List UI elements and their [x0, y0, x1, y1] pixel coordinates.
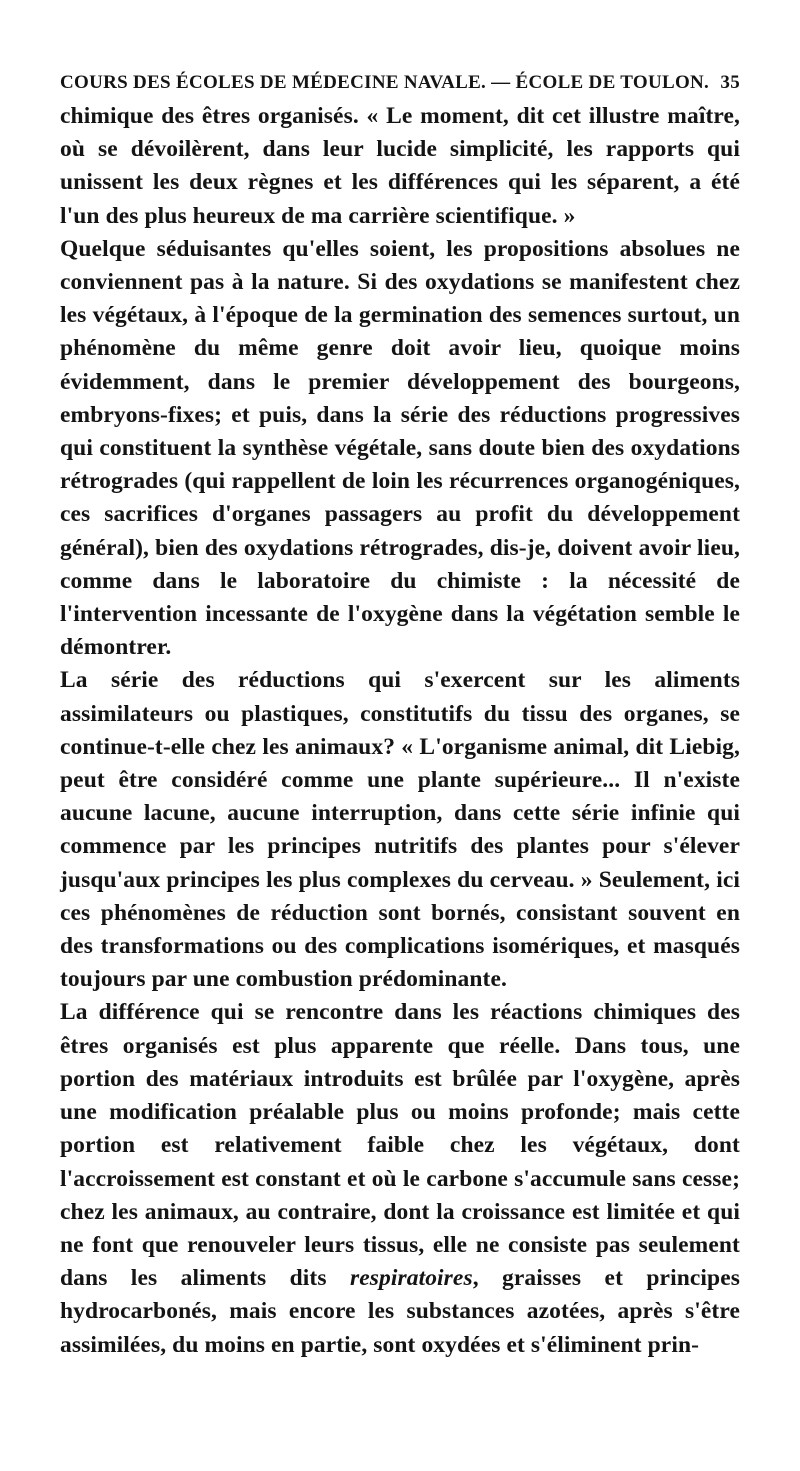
- italic-term: respiratoires: [349, 1265, 473, 1292]
- body-text: [60, 100, 740, 1362]
- paragraph-2: Quelque séduisantes qu'elles soient, les propositions absolues ne conviennent pas à la nature. Si des oxydations se manifestent chez les végétaux, à l'époque de la germination des semences surtout, un phénomène du même genre doit avoir lieu, quoique moins évidemment, dans le premier développement des bourgeons, embryons-fixes; et puis, dans la série des réductions progressives qui constituent la synthèse végétale, sans doute bien des oxydations rétrogrades (qui rappellent de loin les récurrences organogéniques, ces sacrifices d'organes passagers au profit du développement général), bien des oxydations rétrogrades, dis-je, doivent avoir lieu, comme dans le laboratoire du chimiste : la nécessité de l'intervention incessante de l'oxygène dans la végétation semble le démontrer.: [60, 235, 740, 661]
- paragraph-4: [60, 996, 740, 1361]
- book-page: [60, 72, 740, 1362]
- paragraph-1: chimique des êtres organisés. « Le moment, dit cet illustre maître, où se dévoilèrent, dans leur lucide simplicité, les rapports qui unissent les deux règnes et les différences qui les séparent, a été l'un des plus heureux de ma carrière scientifique. »: [60, 103, 740, 229]
- paragraph-4-text: La différence qui se rencontre dans les réactions chimiques des êtres organisés est plus apparente que réelle. Dans tous, une portion des matériaux introduits est brûlée par l'oxygène, après une modification préalable plus ou moins profonde; mais cette portion est relativement faible chez les végétaux, dont l'accroissement est constant et où le carbone s'accumule sans cesse; chez les animaux, au contraire, dont la croissance est limitée et qui ne font que renouveler leurs tissus, elle ne consiste pas seulement dans les aliments dits: [60, 999, 740, 1292]
- running-head: [60, 72, 740, 94]
- page-number: 35: [720, 72, 740, 93]
- paragraph-3: La série des réductions qui s'exercent sur les aliments assimilateurs ou plastiques, constitutifs du tissu des organes, se continue-t-elle chez les animaux? « L'organisme animal, dit Liebig, peut être considéré comme une plante supérieure... Il n'existe aucune lacune, aucune interruption, dans cette série infinie qui commence par les principes nutritifs des plantes pour s'élever jusqu'aux principes les plus complexes du cerveau. » Seulement, ici ces phénomènes de réduction sont bornés, consistant souvent en des transformations ou des complications isomériques, et masqués toujours par une combustion prédominante.: [60, 667, 740, 993]
- paragraph-4-continuation: , graisses et principes hydrocarbonés, mais encore les substances azotées, après s'être assimilées, du moins en partie, sont oxydées et s'éliminent prin-: [60, 1265, 740, 1358]
- running-head-title: COURS DES ÉCOLES DE MÉDECINE NAVALE. — ÉCOLE DE TOULON.: [60, 72, 710, 93]
